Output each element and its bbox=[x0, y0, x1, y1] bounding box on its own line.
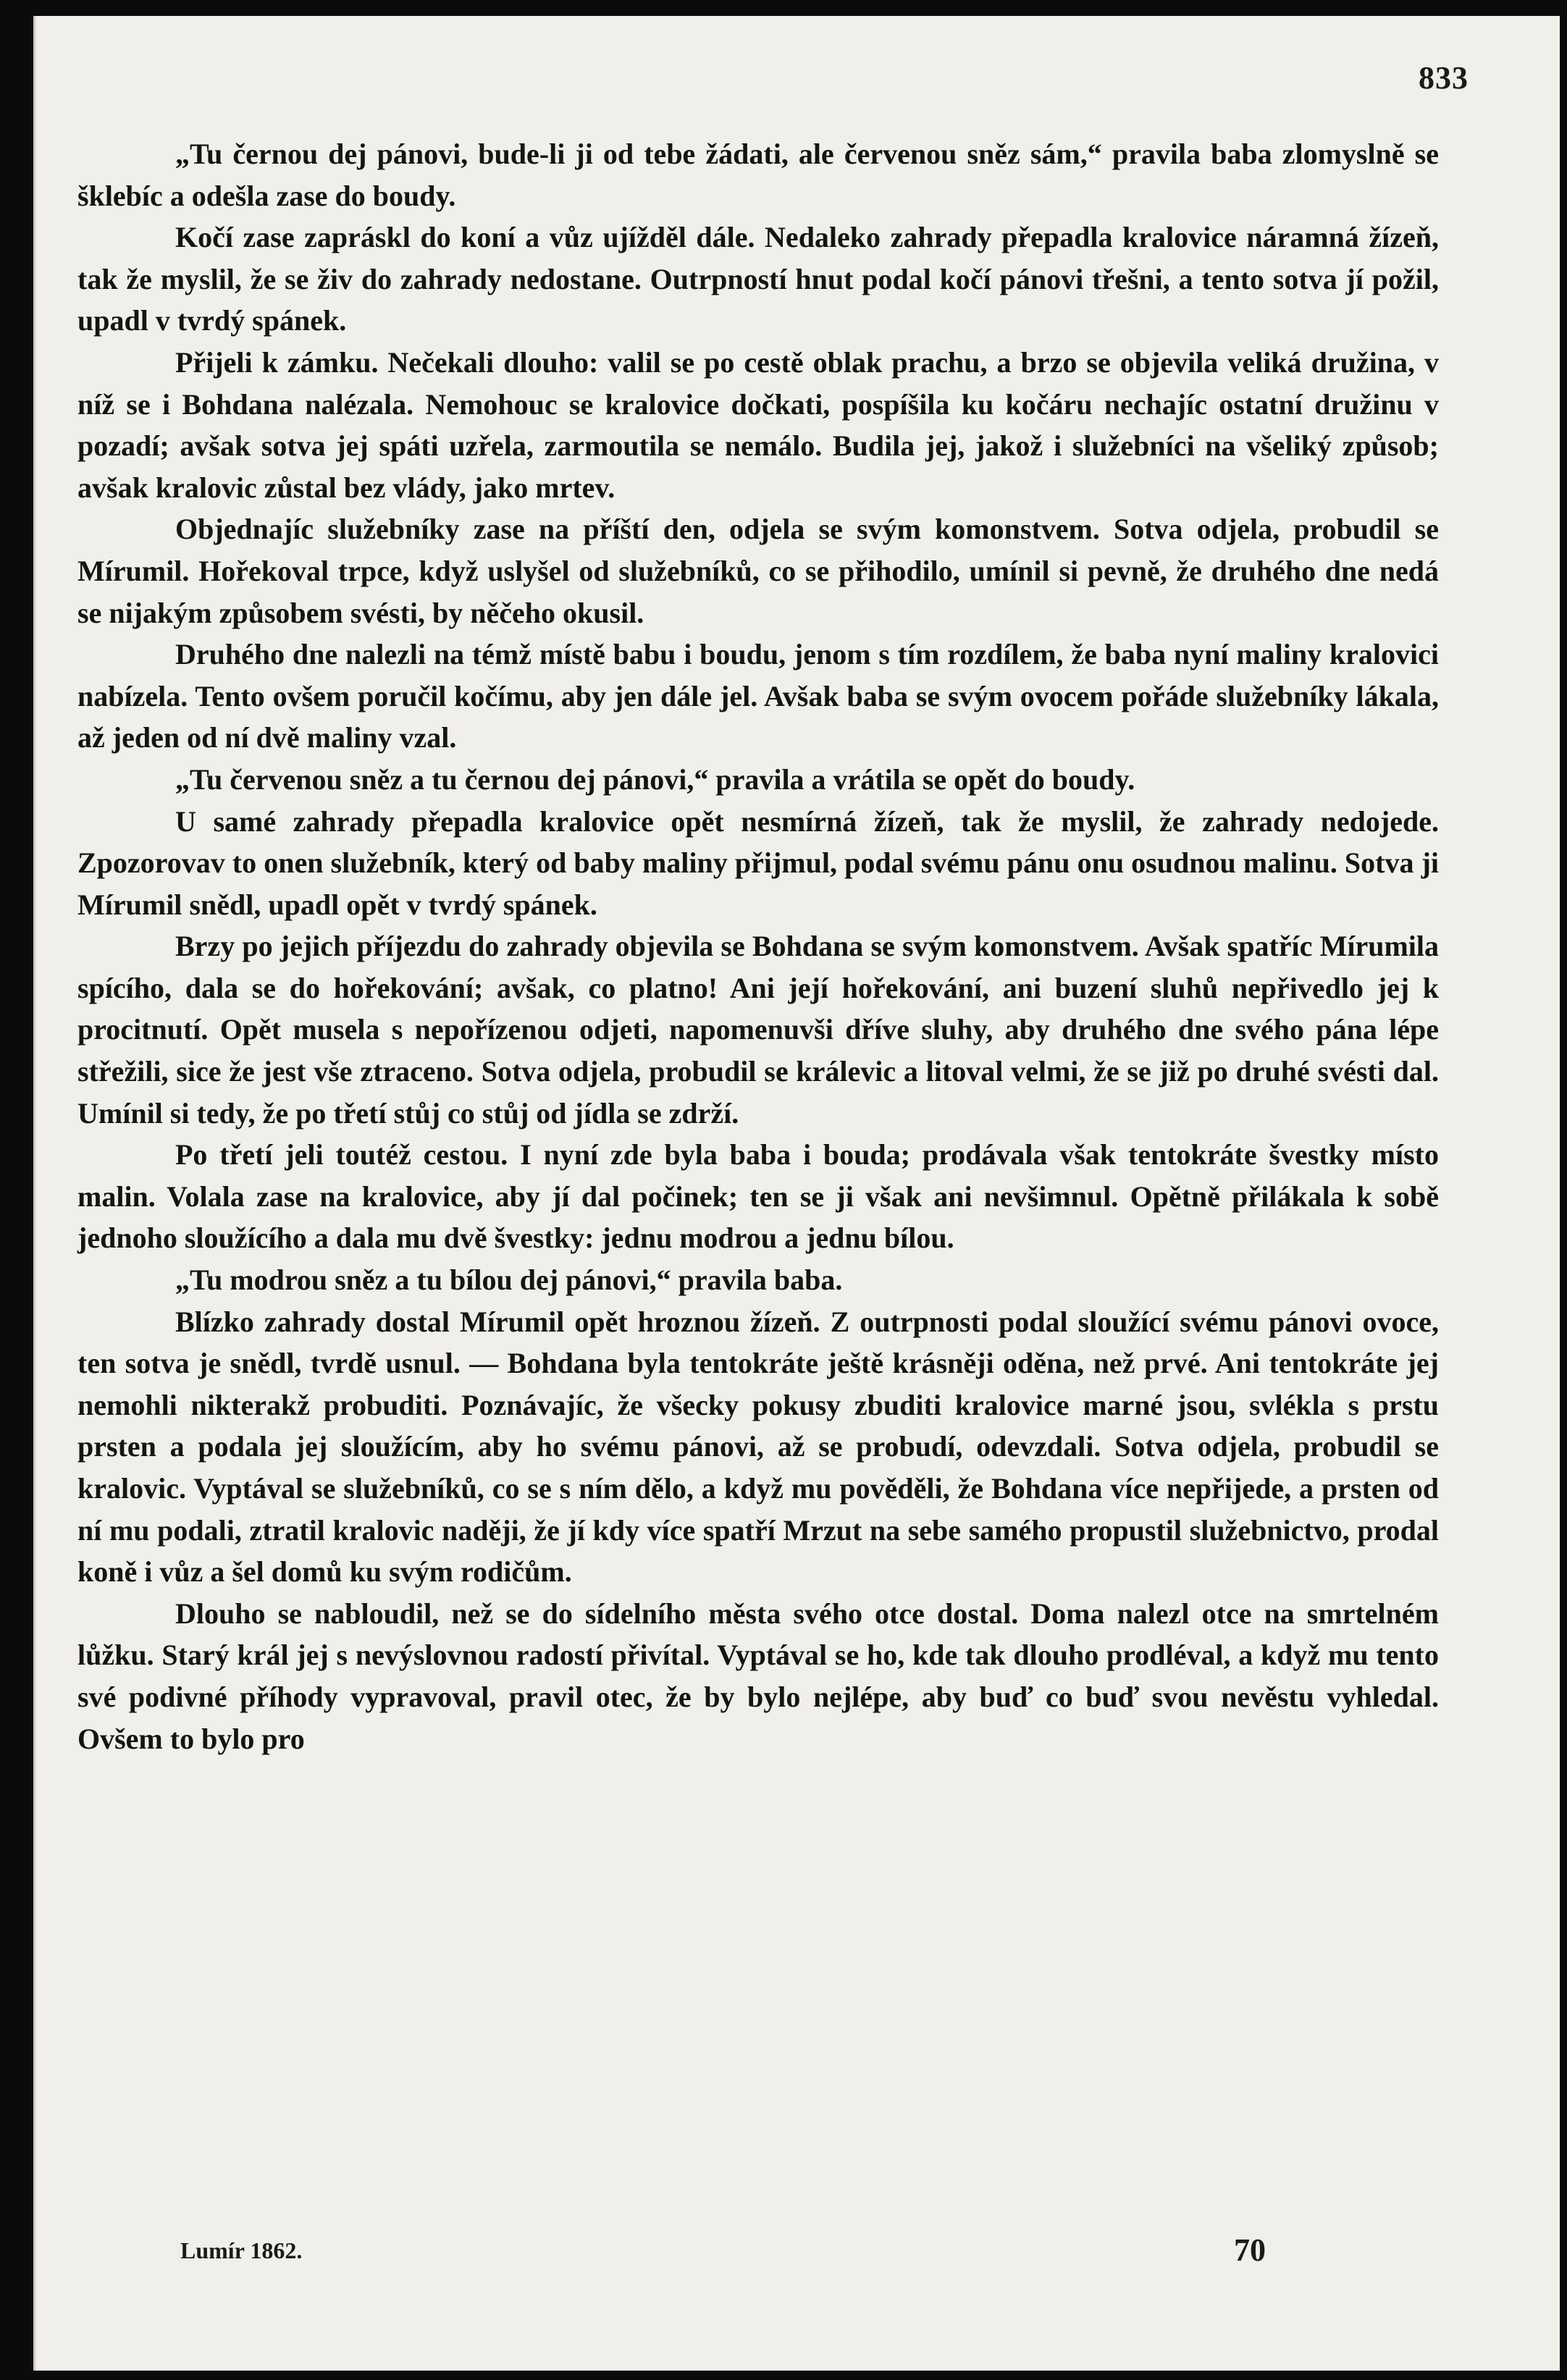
paragraph: Druhého dne nalezli na témž místě babu i boudu, jenom s tím rozdílem, že baba nyní maliny kralovici nabízela. Tento ovšem poručil kočímu, aby jen dále jel. Avšak baba se svým ovocem pořáde služebníky lákala, až jeden od ní dvě maliny vzal. bbox=[77, 638, 1439, 754]
paragraph: Blízko zahrady dostal Mírumil opět hroznou žízeň. Z outrpnosti podal sloužící svému pánovi ovoce, ten sotva je snědl, tvrdě usnul. — Bohdana byla tentokráte ještě krásněji oděna, než prvé. Ani tentokráte jej nemohli nikterakž probuditi. Poznávajíc, že všecky pokusy zbuditi kralovice marné jsou, svlékla s prstu prsten a podala jej sloužícím, aby ho svému pánovi, až se probudí, odevzdali. Sotva odjela, probudil se kralovic. Vyptával se služebníků, co se s ním dělo, a když mu pověděli, že Bohdana více nepřijede, a prsten od ní mu podali, ztratil kralovic naději, že jí kdy více spatří Mrzut na sebe samého propustil služebnictvo, prodal koně i vůz a šel domů ku svým rodičům. bbox=[77, 1305, 1439, 1589]
paragraph: Po třetí jeli toutéž cestou. I nyní zde byla baba i bouda; prodávala však tentokráte švestky místo malin. Volala zase na kralovice, aby jí dal počinek; ten se ji však ani nevšimnul. Opětně přilákala k sobě jednoho sloužícího a dala mu dvě švestky: jednu modrou a jednu bílou. bbox=[77, 1138, 1439, 1255]
paragraph: Kočí zase zapráskl do koní a vůz ujížděl dále. Nedaleko zahrady přepadla kralovice náramná žízeň, tak že myslil, že se živ do zahrady nedostane. Outrpností hnut podal kočí pánovi třešni, a tento sotva jí požil, upadl v tvrdý spánek. bbox=[77, 221, 1439, 337]
paragraph: Přijeli k zámku. Nečekali dlouho: valil se po cestě oblak prachu, a brzo se objevila veliká družina, v níž se i Bohdana nalézala. Nemohouc se kralovice dočkati, pospíšila ku kočáru nechajíc ostatní družinu v pozadí; avšak sotva jej spáti uzřela, zarmoutila se nemálo. Budila jej, jakož i služebníci na všeliký způsob; avšak kralovic zůstal bez vlády, jako mrtev. bbox=[77, 345, 1439, 504]
paragraph: „Tu černou dej pánovi, bude-li ji od tebe žádati, ale červenou sněz sám,“ pravila baba zlomyslně se šklebíc a odešla zase do boudy. bbox=[77, 138, 1439, 212]
sheet-number: 70 bbox=[1234, 2232, 1266, 2268]
paragraph: U samé zahrady přepadla kralovice opět nesmírná žízeň, tak že myslil, že zahrady nedojede. Zpozorovav to onen služebník, který od baby maliny přijmul, podal svému pánu onu osudnou malinu. Sotva ji Mírumil snědl, upadl opět v tvrdý spánek. bbox=[77, 804, 1439, 921]
paragraph: „Tu červenou sněz a tu černou dej pánovi,“ pravila a vrátila se opět do boudy. bbox=[175, 762, 1135, 796]
book-page bbox=[33, 16, 1560, 2371]
paragraph: „Tu modrou sněz a tu bílou dej pánovi,“ pravila baba. bbox=[175, 1263, 843, 1297]
paragraph: Brzy po jejich příjezdu do zahrady objevila se Bohdana se svým komonstvem. Avšak spatříc Mírumila spícího, dala se do hořekování; avšak, co platno! Ani její hořekování, ani buzení sluhů nepřivedlo jej k procitnutí. Opět musela s nepořízenou odjeti, napomenuvši dříve sluhy, aby druhého dne svého pána lépe střežili, sice že jest vše ztraceno. Sotva odjela, probudil se králevic a litoval velmi, že se již po druhé svésti dal. Umínil si tedy, že po třetí stůj co stůj od jídla se zdrží. bbox=[77, 930, 1439, 1130]
journal-signature: Lumír 1862. bbox=[180, 2237, 303, 2263]
paragraph: Objednajíc služebníky zase na příští den, odjela se svým komonstvem. Sotva odjela, probudil se Mírumil. Hořekoval trpce, když uslyšel od služebníků, co se přihodilo, umínil si pevně, že druhého dne nedá se nijakým způsobem svésti, by něčeho okusil. bbox=[77, 513, 1439, 629]
page-number: 833 bbox=[1419, 60, 1469, 96]
paragraph: Dlouho se nabloudil, než se do sídelního města svého otce dostal. Doma nalezl otce na smrtelném lůžku. Starý král jej s nevýslovnou radostí přivítal. Vyptával se ho, kde tak dlouho prodléval, a když mu tento své podivné příhody vypravoval, pravil otec, že by bylo nejlépe, aby buď co buď svou nevěstu vyhledal. Ovšem to bylo pro bbox=[77, 1597, 1439, 1755]
body-text bbox=[77, 133, 1439, 1759]
